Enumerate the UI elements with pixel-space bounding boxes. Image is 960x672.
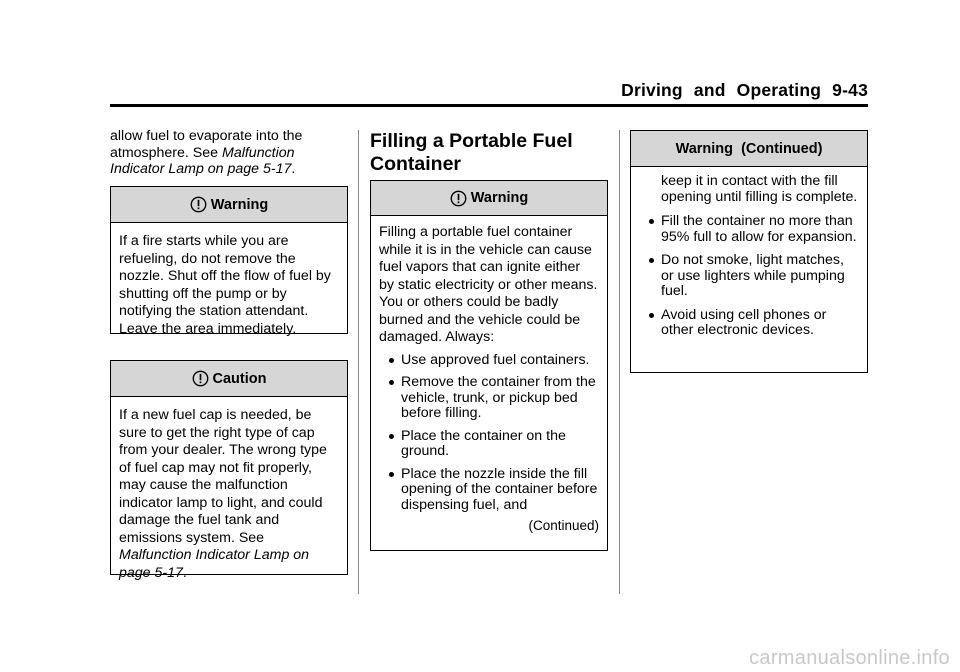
list-item: Remove the container from the vehicle, trunk, or pickup bed before filling. (401, 375, 599, 422)
section-heading: Filling a Portable Fuel Container (370, 130, 573, 175)
warning-body (371, 216, 607, 534)
list-item: Place the nozzle inside the fill opening of the container before dispensing fuel, and (401, 465, 598, 513)
warning-icon (450, 190, 467, 207)
page-header (110, 80, 868, 106)
list-item: Avoid using cell phones or other electronic devices. (661, 308, 859, 339)
caution-body: If a new fuel cap is needed, be sure to get the right type of cap from your dealer. The wrong type of fuel cap may not fit properly, may cause the malfunction indicator lamp to light, and could damage the fuel tank and emissions system. See Malfunction Indicator Lamp on page 5-17. (119, 407, 327, 581)
caution-title: Caution (212, 370, 267, 387)
list-item: Use approved fuel containers. (401, 353, 599, 369)
warning-header (371, 181, 607, 216)
page-number: 9-43 (832, 80, 868, 100)
warning-icon (190, 196, 207, 213)
continued-note: (Continued) (528, 518, 599, 533)
list-item: Do not smoke, light matches, or use lighters while pumping fuel. (661, 253, 859, 300)
column-divider (619, 130, 620, 594)
watermark: carmanualsonline.info (749, 647, 950, 669)
list-item: Place the container on the ground. (401, 429, 599, 460)
caution-box (110, 360, 348, 581)
warning-header (631, 131, 867, 167)
warning-lead: keep it in contact with the fill opening until filling is complete. (661, 173, 858, 205)
warning-title: Warning (210, 196, 269, 213)
caution-icon (192, 370, 209, 387)
caution-header (111, 361, 347, 397)
warning-body (631, 167, 867, 339)
warning-intro: Filling a portable fuel container while it is in the vehicle can cause fuel vapors that can ignite either by static electricity or other means. You or others could be badly burned and the vehicle could be damaged. Always: (379, 224, 598, 345)
header-rule (110, 104, 868, 107)
warning-title: Warning (Continued) (675, 140, 823, 157)
column-1 (110, 128, 348, 178)
warning-body: If a fire starts while you are refueling, do not remove the nozzle. Shut off the flow of fuel by shutting off the pump or by notifying the station attendant. Leave the area immediately. (119, 233, 331, 337)
cross-reference: Malfunction Indicator Lamp on page 5-17 (110, 144, 295, 178)
warning-title: Warning (470, 190, 529, 206)
section-title: Driving and Operating (621, 80, 822, 100)
list-item: Fill the container no more than 95% full to allow for expansion. (661, 214, 859, 245)
warning-continued-box (630, 130, 868, 373)
column-divider (358, 130, 359, 594)
bullet-list (379, 353, 599, 514)
column-2 (370, 130, 606, 176)
intro-paragraph: allow fuel to evaporate into the atmosphere. See Malfunction Indicator Lamp on page 5-17. (110, 128, 303, 178)
warning-header (111, 187, 347, 223)
warning-box (370, 180, 608, 551)
bullet-list (639, 214, 859, 339)
header-text (621, 80, 868, 101)
warning-box (110, 186, 348, 337)
cross-reference: Malfunction Indicator Lamp on page 5-17 (119, 547, 310, 581)
